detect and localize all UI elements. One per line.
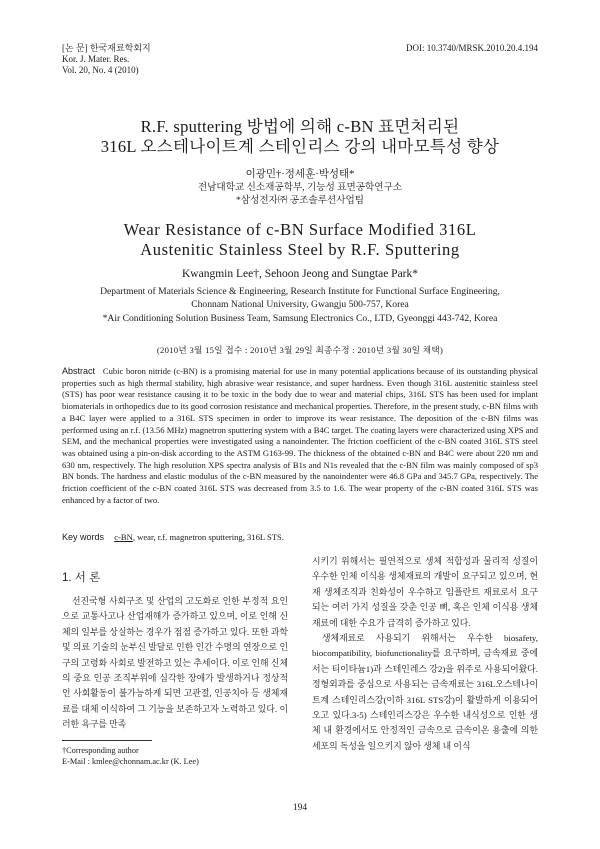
footnote-email: E-Mail : kmlee@chonnam.ac.kr (K. Lee) (62, 757, 199, 766)
keywords-label: Key words (62, 532, 105, 542)
keywords (62, 532, 538, 542)
korean-affiliation-2: *삼성전자㈜ 공조솔루션사업팀 (236, 195, 364, 206)
page-number: 194 (292, 803, 308, 813)
korean-authors: 이광민†·정세훈·박성태* (245, 169, 355, 180)
body-paragraph: 시키기 위해서는 필연적으로 생체 적합성과 물리적 성질이 우수한 인체 이식용 생체재료의 개발이 요구되고 있으며, 현재 생체조직과 친화성이 우수하고 임플란트 재료로서 요구되는 여러 가지 성질을 갖춘 인공 뼈, 혹은 인체 이식용 생체재료에 대한 수요가 급격히 증가하고 있다. (312, 556, 538, 628)
english-affiliation-3: *Air Conditioning Solution Business Team, Samsung Electronics Co., LTD, Gyeonggi 443-742, Korea (102, 313, 498, 324)
korean-title-line-2: 316L 오스테나이트계 스테인리스 강의 내마모특성 향상 (100, 137, 500, 156)
keywords-rest: , wear, r.f. magnetron sputtering, 316L STS. (132, 532, 284, 542)
korean-title-line-1: R.F. sputtering 방법에 의해 c-BN 표면처리된 (140, 117, 460, 136)
volume-issue: Vol. 20, No. 4 (2010) (62, 65, 139, 75)
english-affiliation-1: Department of Materials Science & Engineering, Research Institute for Functional Surface Engineering, (100, 286, 500, 297)
doi: DOI: 10.3740/MRSK.2010.20.4.194 (405, 43, 538, 53)
english-affiliation-2: Chonnam National University, Gwangju 500-757, Korea (191, 299, 409, 310)
journal-abbreviation: Kor. J. Mater. Res. (62, 54, 130, 64)
abstract-text: Cubic boron nitride (c-BN) is a promising material for use in many potential applications because of its outstanding physical properties such as high thermal stability, high abrasive wear resistance, and super hardness. Even though 316L austenitic stainless steel (STS) has poor wear resistance causing it to be toxic in the body due to wear and material chips, 316L STS has been used for implant biomaterials in orthopedics due to its good corrosion resistance and mechanical properties. Therefore, in the present study, c-BN films with a B4C layer were applied to a 316L STS specimen in order to improve its wear resistance. The deposition of the c-BN films was performed using an r.f. (13.56 MHz) magnetron sputtering system with a B4C target. The coating layers were characterized using XPS and SEM, and the mechanical properties were investigated using a nanoindenter. The friction coefficient of the c-BN coated 316L STS steel was obtained using a pin-on-disk according to the ASTM G163-99. The thickness of the obtained c-BN and B4C were about 220 nm and 630 nm, respectively. The high resolution XPS spectra analysis of B1s and N1s revealed that the c-BN film was mainly composed of sp3 BN bonds. The hardness and elastic modulus of the c-BN measured by the nanoindenter were 46.8 GPa and 345.7 GPa, respectively. The friction coefficient of the c-BN coated 316L STS was decreased from 3.5 to 1.6. The wear property of the c-BN coated 316L STS was enhanced by a factor of two. (62, 366, 539, 505)
received-dates: (2010년 3월 15일 접수 : 2010년 3월 29일 최종수정 : 2010년 3월 30일 채택) (156, 345, 444, 355)
footnote (62, 745, 199, 767)
english-title-line-2: Austenitic Stainless Steel by R.F. Sputtering (140, 240, 460, 259)
footnote-corresponding: †Corresponding author (62, 746, 139, 755)
abstract (62, 366, 538, 506)
korean-affiliation-1: 전남대학교 신소재공학부, 기능성 표면공학연구소 (197, 182, 403, 193)
right-column (312, 554, 538, 754)
left-column (62, 594, 288, 733)
english-title-line-1: Wear Resistance of c-BN Surface Modified 316L (123, 220, 477, 239)
body-paragraph: 선진국형 사회구조 및 산업의 고도화로 인한 부정적 요인으로 교통사고나 산업재해가 증가하고 있으며, 이로 인해 신체의 일부를 상실하는 경우가 점점 증가하고 있다. 또한 과학 및 의료 기술의 눈부신 발달로 인한 인간 수명의 연장으로 인구의 고령화 사회로 발전하고 있는 추세이다. 이로 인해 신체의 중요 인공 조직부위에 심각한 장애가 발생하거나 정상적인 사회활동이 불가능하게 되면 고관절, 인공치아 등 생체재료를 대체 이식하여 그 기능을 보존하고자 노력하고 있다. 이러한 욕구를 만족 (62, 596, 288, 730)
english-authors: Kwangmin Lee†, Sehoon Jeong and Sungtae Park* (181, 268, 419, 280)
keyword-first: c-BN (114, 532, 133, 542)
body-paragraph: 생체재료로 사용되기 위해서는 우수한 biosafety, biocompatibility, biofunctionality를 요구하며, 금속재료 중에서는 티이타늄1)과 스테인레스 강2)을 위주로 사용되어왔다. 정형외과를 중심으로 사용되는 금속재료는 316L오스테나이트계 스테인리스강(이하 316L STS강)이 활발하게 이용되어 오고 있다.3-5) 스테인리스강은 우수한 내식성으로 인한 생체 내 환경에서도 안정적인 금속으로 금속이온 용출에 의한 세포의 독성을 일으키지 않아 생체 내 이식 (312, 633, 538, 751)
section-heading: 1. 서 론 (62, 572, 101, 584)
abstract-label: Abstract (62, 366, 96, 376)
footnote-rule (62, 740, 152, 741)
journal-header (62, 43, 151, 76)
journal-korean-name: [논 문] 한국재료학회지 (62, 43, 151, 53)
